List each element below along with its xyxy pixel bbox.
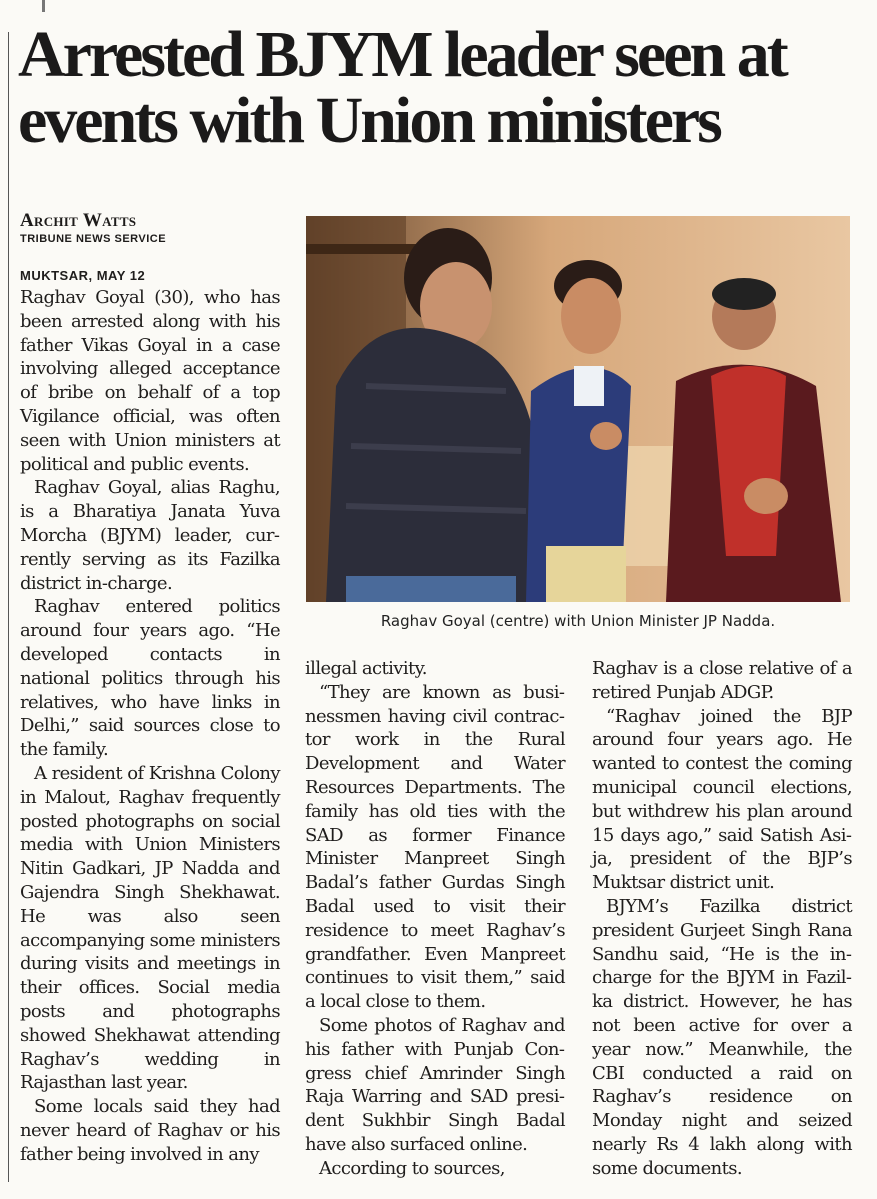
article-column-3 [592, 657, 852, 1181]
paragraph: Raghav Goyal, alias Raghu, is a Bharatiya Janata Yuva Morcha (BJYM) leader, currently serving as its Fazilka district in-charge. [20, 477, 280, 594]
page-edge-mark [42, 0, 45, 12]
paragraph: A resident of Krishna Colony in Malout, Raghav frequently posted photographs on social media with Union Ministers Nitin Gadkari, JP Nadda and Gajendra Singh Shekhawat. He was also seen accompanying some ministers during visits and meetings in their offices. Social media posts and photographs showed Shekhawat attending Raghav’s wedding in Rajasthan last year. [20, 762, 280, 1094]
paragraph: BJYM’s Fazilka district president Gurjeet Singh Rana Sandhu said, “He is the incharge for the BJYM in Fazilka district. However, he has not been active for over a year now.” Meanwhile, the CBI conducted a raid on Raghav’s residence on Monday night and seized nearly Rs 4 lakh along with some documents. [592, 895, 852, 1179]
photo-illustration [306, 216, 850, 602]
news-photo [306, 216, 850, 602]
photo-caption: Raghav Goyal (centre) with Union Minister JP Nadda. [380, 612, 776, 630]
article-column-2 [305, 657, 565, 1181]
byline-service: TRIBUNE NEWS SERVICE [20, 233, 167, 245]
byline-author: Archit Watts [20, 210, 137, 231]
column-rule [8, 32, 9, 1182]
paragraph: Raghav is a close relative of a retired Punjab ADGP. [592, 658, 852, 703]
paragraph: Raghav entered politics around four years ago. “He developed contacts in national politics through his relatives, who have links in Delhi,” said sources close to the family. [20, 596, 280, 761]
headline: Arrested BJYM leader seen at events with Union ministers [18, 18, 786, 157]
paragraph: Some locals said they had never heard of Raghav or his father being involved in any [20, 1096, 280, 1165]
article-column-1 [20, 266, 280, 1166]
paragraph: Raghav Goyal (30), who has been arrested along with his father Vikas Goyal in a case involving alleged acceptance of bribe on behalf of a top Vigilance official, was often seen with Union ministers at political and public events. [20, 287, 280, 475]
paragraph: illegal activity. [305, 658, 427, 679]
paragraph: “They are known as businessmen having civil contractor work in the Rural Development and Water Resources Departments. The family has old ties with the SAD as former Finance Minister Manpreet Singh Badal’s father Gurdas Singh Badal used to visit their residence to meet Raghav’s grandfather. Even Manpreet continues to visit them,” said a local close to them. [305, 681, 565, 1013]
paragraph: “Raghav joined the BJP around four years ago. He wanted to contest the coming municipal council elections, but withdrew his plan around 15 days ago,” said Satish Asija, president of the BJP’s Muktsar district unit. [592, 705, 852, 894]
paragraph: Some photos of Raghav and his father with Punjab Congress chief Amrinder Singh Raja Warring and SAD president Sukhbir Singh Badal have also surfaced online. [305, 1014, 565, 1155]
paragraph: According to sources, [319, 1157, 505, 1179]
byline [20, 210, 300, 245]
dateline: MUKTSAR, MAY 12 [20, 268, 146, 283]
